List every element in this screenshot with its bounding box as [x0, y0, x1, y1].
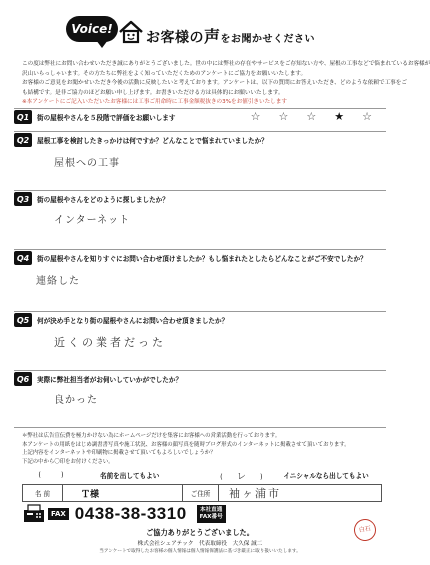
- q6-text: 実際に弊社担当者がお伺いしていかがでしたか？: [37, 376, 183, 384]
- fax-badge: FAX: [48, 508, 69, 520]
- q4-answer[interactable]: 連絡した: [36, 276, 80, 287]
- question-6: [14, 370, 386, 428]
- house-icon: [118, 20, 144, 44]
- q5-answer[interactable]: 近くの業者だった: [54, 336, 166, 349]
- fax-number: 0438-38-3310: [74, 504, 187, 523]
- q3-badge: Q3: [14, 192, 32, 206]
- q4-text: 街の屋根やさんを知りすぐにお問い合わせ頂けましたか？もし悩まれたとしたらどんなことがご不安でしたか？: [37, 255, 367, 263]
- question-5: [14, 311, 386, 366]
- q6-badge: Q6: [14, 372, 32, 386]
- star-icon[interactable]: ☆: [306, 110, 317, 123]
- q5-badge: Q5: [14, 313, 32, 327]
- fax-row: [22, 503, 382, 525]
- seal-stamp: 白石: [353, 518, 378, 543]
- star-icon[interactable]: ☆: [362, 110, 372, 123]
- name-label: 名 前: [23, 485, 63, 501]
- fax-machine-icon: [22, 504, 46, 524]
- intro-line: も結構です。是非ご協力のほどお願い申し上げます。お書きいただける方は具体的にお願いいたします。: [22, 89, 284, 96]
- q2-answer[interactable]: 屋根への工事: [54, 158, 120, 169]
- discount-note: ※本アンケートにご記入いただいたお客様には工事ご用命時に工事金額税抜きの3%をお値引きいたします: [22, 99, 287, 105]
- consent-label-initial: イニシャルなら出してもよい: [283, 472, 369, 480]
- star-icon[interactable]: ☆: [250, 110, 261, 123]
- question-1: [14, 108, 386, 128]
- address-field[interactable]: 袖ヶ浦市: [229, 487, 281, 500]
- customer-info: [22, 484, 382, 502]
- q3-answer[interactable]: インターネット: [54, 215, 131, 226]
- company-name: 株式会社シェアテック 代表取締役 大久保 誠二: [137, 541, 263, 547]
- privacy-disclaimer: 当アンケートで取得したお客様の個人情報は個人情報保護法に基づき厳正に取り扱いいたします。: [99, 549, 301, 554]
- star-icon[interactable]: ☆: [278, 110, 289, 123]
- fax-direct-tag: 本社直通 FAX番号: [197, 505, 226, 523]
- question-4: [14, 249, 386, 307]
- q4-badge: Q4: [14, 251, 32, 265]
- voice-badge: Voice!: [66, 16, 118, 42]
- note-line: ＊弊社は広告宣伝費を極力かけない為にホームページだけを集客にお客様への営業活動を行っております。: [22, 433, 281, 439]
- consent-options: [22, 468, 382, 482]
- page-title: お客様の声をお聞かせください: [146, 27, 316, 46]
- thanks-text: ご協力ありがとうございました。: [146, 528, 254, 537]
- header: [0, 6, 400, 54]
- star-icon-selected[interactable]: ★: [334, 110, 345, 123]
- q5-text: 何が決め手となり街の屋根やさんにお問い合わせ頂きましたか？: [37, 317, 229, 325]
- question-2: [14, 131, 386, 186]
- address-label: ご住所: [183, 485, 219, 501]
- question-3: [14, 190, 386, 245]
- q1-text: 街の屋根やさんを５段階で評価をお願いします: [37, 114, 176, 122]
- note-line: 上記内容をインターネットや印刷物に掲載させて頂いてもよろしいでしょうか？: [22, 450, 216, 456]
- q2-badge: Q2: [14, 133, 32, 147]
- note-line: 下記の中から〇印をお付けください。: [22, 458, 114, 465]
- q6-answer[interactable]: 良かった: [54, 395, 98, 406]
- intro-text: [22, 60, 430, 108]
- q1-badge: Q1: [14, 110, 32, 124]
- note-line: 本アンケートの用紙をはじめ調書書写真や施工状況、お客様の顔写真を随時ブログ形式のインターネットに掲載させて頂いております。: [22, 441, 350, 448]
- q3-text: 街の屋根やさんをどのように探しましたか？: [37, 196, 169, 204]
- name-field[interactable]: Ｔ様: [63, 485, 183, 501]
- intro-line: 沢山いらっしゃいます。その方たちに弊社をよく知っていただくためのアンケートにご協力をお願いいたします。: [22, 70, 307, 77]
- consent-checkbox-name[interactable]: (): [38, 471, 84, 479]
- q2-text: 屋根工事を検討したきっかけは何ですか？どんなことで悩まれていましたか？: [37, 137, 268, 145]
- consent-checkbox-initial[interactable]: ( レ ): [220, 471, 269, 482]
- publication-note: [22, 432, 382, 466]
- rating-stars[interactable]: [251, 111, 372, 123]
- consent-label-name: 名前を出してもよい: [100, 472, 160, 480]
- intro-line: この度は弊社にお問い合わせいただき誠にありがとうございました。世の中には弊社の存在やサービスをご存知ない方や、屋根の工事などで悩まれているお客様が: [22, 61, 430, 67]
- intro-line: お客様のご意見をお聞かせいただき今後の活動に反映したいと考えております。アンケートは、以下の質問にお答えいただき、どのような依頼で工事をご: [22, 80, 407, 86]
